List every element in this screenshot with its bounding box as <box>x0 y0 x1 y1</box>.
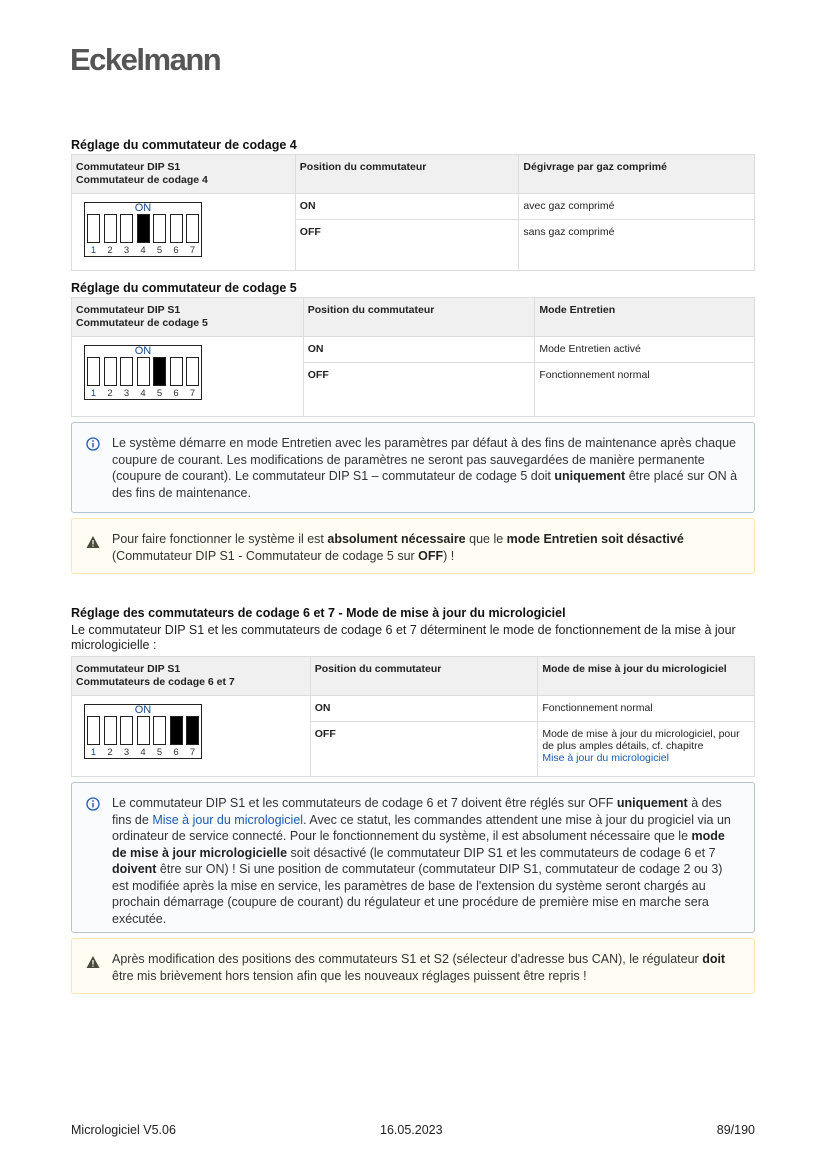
emphasis-text: OFF <box>418 548 444 563</box>
dip-switch-4 <box>137 214 150 243</box>
text-segment: Pour faire fonctionner le système il est <box>112 532 328 546</box>
section-intro: Le commutateur DIP S1 et les commutateurs de codage 6 et 7 déterminent le mode de fonctionnement de la mise à jour micrologicielle : <box>71 623 736 652</box>
setting-value <box>538 722 755 777</box>
dip-switch-6 <box>170 357 183 386</box>
setting-value <box>538 696 755 722</box>
text-segment: être sur ON) ! Si une position de commutateur (commutateur DIP S1, commutateur de codage 2 ou 3) est modifiée après la mise en service, les paramètres de base de l'extension du système seront chargés au prochain démarrage (coupure de courant) du régulateur et une procédure de première mise en marche sera exécutée. <box>112 862 723 926</box>
column-header: Position du commutateur <box>303 298 535 337</box>
column-header: Mode Entretien <box>535 298 755 337</box>
table-coding-switch-5 <box>71 297 755 417</box>
dip-switch-5 <box>153 214 166 243</box>
text-segment: Après modification des positions des commutateurs S1 et S2 (sélecteur d'adresse bus CAN), le régulateur <box>112 952 703 966</box>
dip-switch-number: 6 <box>173 245 179 256</box>
warning-box <box>71 518 755 574</box>
info-box <box>71 782 755 933</box>
text-segment: (Commutateur DIP S1 - Commutateur de codage 5 sur <box>112 548 419 563</box>
dip-switch-number: 2 <box>107 388 113 399</box>
table-header-row <box>72 298 755 337</box>
column-header: Position du commutateur <box>295 155 519 194</box>
warning-icon <box>86 955 100 969</box>
text-segment: . Avec ce statut, les commandes attendent une mise à jour du progiciel via un ordinateur de service connecté. Pour le fonctionnement du système, il est absolument nécessaire que le <box>112 812 731 843</box>
switch-position: ON <box>310 696 538 722</box>
header-line: Commutateurs de codage 6 et 7 <box>76 676 235 688</box>
emphasis-text: doivent <box>112 862 157 876</box>
dip-switch-2 <box>104 716 117 745</box>
footer-version: Micrologiciel V5.06 <box>71 1123 176 1137</box>
text-segment: que le <box>465 532 507 546</box>
dip-switch-number: 4 <box>140 388 146 399</box>
switch-position: ON <box>295 194 519 220</box>
table-coding-switch-6-7 <box>71 656 755 777</box>
warning-text <box>112 951 738 984</box>
setting-value <box>535 363 755 417</box>
dip-switch-number: 2 <box>107 245 113 256</box>
emphasis-text: uniquement <box>554 469 626 483</box>
dip-switch-7 <box>186 357 199 386</box>
setting-text: Fonctionnement normal <box>539 369 650 381</box>
setting-value <box>519 220 755 271</box>
header-line: Commutateur de codage 5 <box>76 317 208 329</box>
dip-switch-1 <box>87 214 100 243</box>
dip-switch-number: 1 <box>90 388 97 399</box>
column-header: Mode de mise à jour du micrologiciel <box>538 657 755 696</box>
switch-position: OFF <box>310 722 538 777</box>
switch-position: ON <box>303 337 535 363</box>
emphasis-text: uniquement <box>616 796 688 810</box>
text-segment: soit désactivé (le commutateur DIP S1 et les commutateurs de codage 6 et 7 <box>287 845 716 860</box>
dip-switch-5 <box>153 716 166 745</box>
column-header <box>72 657 311 696</box>
warning-text <box>112 531 738 564</box>
dip-switch-1 <box>87 357 100 386</box>
dip-switch-number: 7 <box>189 388 196 399</box>
dip-switch-2 <box>104 357 117 386</box>
setting-text: Mode Entretien activé <box>539 343 641 355</box>
dip-switch-number: 7 <box>189 245 196 256</box>
header-line: Commutateur de codage 4 <box>76 174 208 186</box>
table-coding-switch-4 <box>71 154 755 271</box>
column-header <box>72 298 304 337</box>
setting-text: sans gaz comprimé <box>523 226 615 238</box>
setting-text: avec gaz comprimé <box>523 200 615 212</box>
info-box <box>71 422 755 513</box>
info-icon <box>86 797 100 811</box>
dip-switch-number: 3 <box>123 245 130 256</box>
table-row <box>72 337 755 363</box>
dip-switch-number: 4 <box>140 747 146 758</box>
dip-on-label: ON <box>134 345 152 357</box>
column-header: Dégivrage par gaz comprimé <box>519 155 755 194</box>
dip-switch-1 <box>87 716 100 745</box>
info-icon <box>86 437 100 451</box>
dip-on-label: ON <box>134 704 152 716</box>
dip-switch-7 <box>186 214 199 243</box>
column-header: Position du commutateur <box>310 657 538 696</box>
header-line: Commutateur DIP S1 <box>76 304 181 316</box>
dip-switch-number: 7 <box>189 747 196 758</box>
footer-date: 16.05.2023 <box>380 1123 443 1137</box>
dip-switch-number: 3 <box>123 388 130 399</box>
footer-page-number: 89/190 <box>716 1123 755 1137</box>
info-text <box>112 435 738 501</box>
dip-switch-number: 1 <box>90 245 97 256</box>
dip-switch-diagram <box>84 345 202 400</box>
dip-switch-number: 2 <box>107 747 113 758</box>
switch-position: OFF <box>303 363 535 417</box>
table-header-row <box>72 657 755 696</box>
dip-cell <box>72 696 311 777</box>
dip-on-label: ON <box>134 202 152 214</box>
emphasis-text: absolument nécessaire <box>327 532 466 546</box>
dip-switch-number: 5 <box>156 245 163 256</box>
dip-switch-number: 3 <box>123 747 130 758</box>
table-row <box>72 194 755 220</box>
dip-switch-4 <box>137 357 150 386</box>
dip-switch-6 <box>170 716 183 745</box>
info-text <box>112 795 738 927</box>
text-segment: être placé sur ON à des fins de maintenance. <box>112 469 738 500</box>
dip-switch-3 <box>120 716 133 745</box>
dip-switch-3 <box>120 214 133 243</box>
dip-switch-diagram <box>84 202 202 257</box>
text-segment: à des fins de <box>112 796 722 827</box>
dip-cell <box>72 337 304 417</box>
text-segment: être mis brièvement hors tension afin que les nouveaux réglages puissent être repris ! <box>112 968 587 983</box>
setting-text: Mode de mise à jour du micrologiciel, pour de plus amples détails, cf. chapitre <box>542 728 740 752</box>
text-segment: Le commutateur DIP S1 et les commutateurs de codage 6 et 7 doivent être réglés sur OFF <box>112 796 617 810</box>
dip-switch-diagram <box>84 704 202 759</box>
warning-icon <box>86 535 100 549</box>
dip-switch-number: 1 <box>90 747 97 758</box>
dip-switch-6 <box>170 214 183 243</box>
dip-switch-2 <box>104 214 117 243</box>
section-title: Réglage du commutateur de codage 4 <box>71 138 297 152</box>
firmware-update-link[interactable]: Mise à jour du micrologiciel <box>152 812 304 827</box>
dip-switch-7 <box>186 716 199 745</box>
emphasis-text: mode Entretien soit désactivé <box>506 532 684 546</box>
warning-box <box>71 938 755 994</box>
dip-switch-number: 6 <box>173 747 179 758</box>
header-line: Commutateur DIP S1 <box>76 161 181 173</box>
dip-cell <box>72 194 296 271</box>
eckelmann-logo: Eckelmann <box>70 42 221 77</box>
header-line: Commutateur DIP S1 <box>76 663 181 675</box>
setting-text: Fonctionnement normal <box>542 702 653 714</box>
dip-switch-number: 5 <box>156 747 163 758</box>
dip-switch-number: 6 <box>173 388 179 399</box>
dip-switch-number: 5 <box>156 388 163 399</box>
section-title: Réglage des commutateurs de codage 6 et 7 - Mode de mise à jour du micrologiciel <box>71 606 566 620</box>
dip-switch-5 <box>153 357 166 386</box>
emphasis-text: doit <box>702 952 726 966</box>
emphasis-text: mode de mise à jour micrologicielle <box>112 829 725 860</box>
dip-switch-3 <box>120 357 133 386</box>
column-header <box>72 155 296 194</box>
firmware-update-link[interactable]: Mise à jour du micrologiciel <box>542 752 669 764</box>
text-segment: ) ! <box>443 548 455 563</box>
dip-switch-number: 4 <box>140 245 146 256</box>
setting-value <box>519 194 755 220</box>
dip-switch-4 <box>137 716 150 745</box>
table-row <box>72 696 755 722</box>
setting-value <box>535 337 755 363</box>
section-title: Réglage du commutateur de codage 5 <box>71 281 297 295</box>
switch-position: OFF <box>295 220 519 271</box>
table-header-row <box>72 155 755 194</box>
text-segment: Le système démarre en mode Entretien avec les paramètres par défaut à des fins de maintenance après chaque coupure de courant. Les modifications de paramètres ne seront pas sauvegardées de manière permanente (coupure de courant). Le commutateur DIP S1 – commutateur de codage 5 doit <box>112 436 736 483</box>
